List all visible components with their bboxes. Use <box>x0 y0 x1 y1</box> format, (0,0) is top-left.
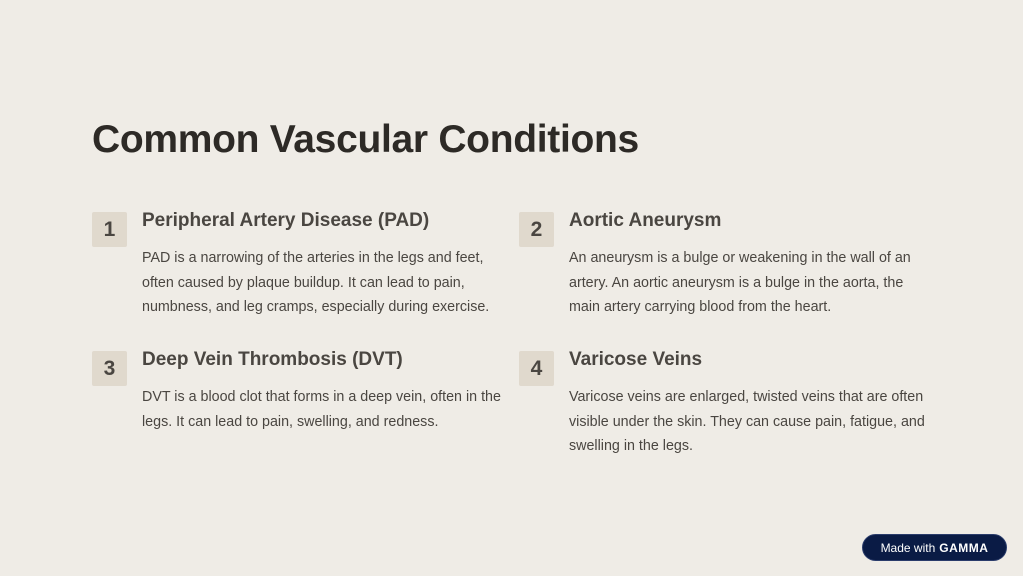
item-heading: Aortic Aneurysm <box>569 210 722 231</box>
item-heading: Varicose Veins <box>569 349 703 370</box>
made-with-gamma-badge[interactable] <box>862 534 1007 561</box>
item-heading: Deep Vein Thrombosis (DVT) <box>142 349 403 370</box>
item-description: DVT is a blood clot that forms in a deep vein, often in the legs. It can lead to pain, swelling, and redness. <box>142 389 501 430</box>
item-number-badge: 4 <box>519 351 554 386</box>
slide-title: Common Vascular Conditions <box>92 118 639 161</box>
item-number-badge: 2 <box>519 212 554 247</box>
item-description: An aneurysm is a bulge or weakening in the wall of an artery. An aortic aneurysm is a bulge in the aorta, the main artery carrying blood from the heart. <box>569 250 911 315</box>
badge-prefix: Made with <box>880 540 936 555</box>
item-description: Varicose veins are enlarged, twisted veins that are often visible under the skin. They can cause pain, fatigue, and swelling in the legs. <box>569 389 925 454</box>
item-heading: Peripheral Artery Disease (PAD) <box>142 210 430 231</box>
gamma-logo-text: GAMMA <box>939 540 989 555</box>
item-number-badge: 3 <box>92 351 127 386</box>
item-description: PAD is a narrowing of the arteries in the legs and feet, often caused by plaque buildup. It can lead to pain, numbness, and leg cramps, especially during exercise. <box>142 250 490 315</box>
item-number-badge: 1 <box>92 212 127 247</box>
